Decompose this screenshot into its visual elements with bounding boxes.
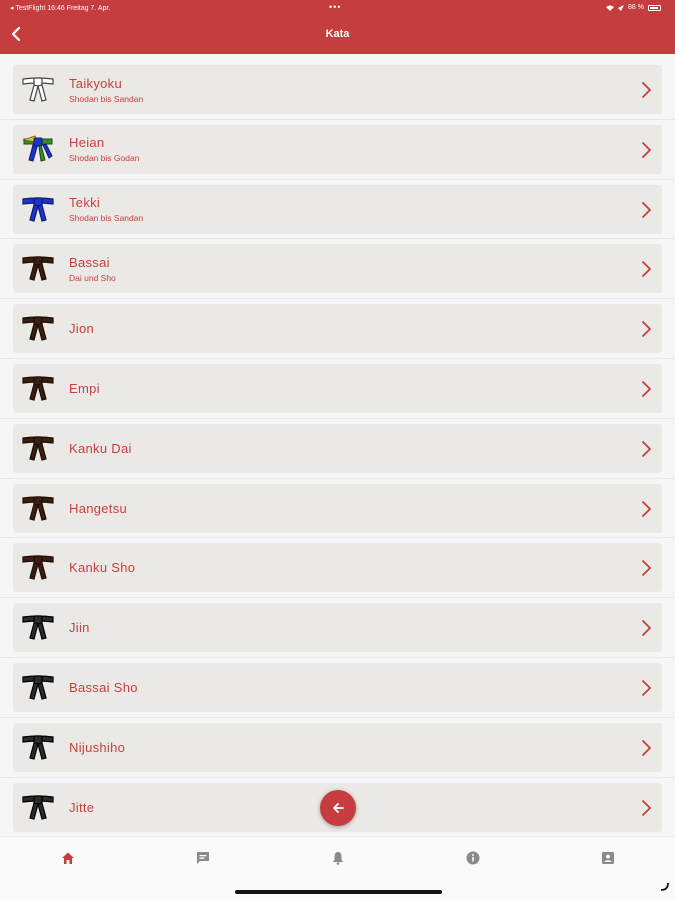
chevron-right-icon <box>640 141 652 159</box>
belt-icon <box>21 372 55 404</box>
kata-subtitle: Shodan bis Sandan <box>69 213 144 224</box>
status-bar <box>0 0 675 16</box>
kata-labels <box>69 603 90 652</box>
belt-icon <box>21 133 55 165</box>
wifi-icon <box>606 5 614 11</box>
belt-icon <box>21 671 55 703</box>
list-item <box>0 299 675 359</box>
chevron-right-icon <box>640 440 652 458</box>
kata-name: Jiin <box>69 620 90 636</box>
kata-card[interactable] <box>13 723 662 772</box>
list-item <box>0 180 675 240</box>
kata-card[interactable] <box>13 244 662 293</box>
kata-labels <box>69 663 138 712</box>
chevron-right-icon <box>640 619 652 637</box>
app-header <box>0 0 675 54</box>
tab-messages[interactable] <box>188 851 218 875</box>
list-item <box>0 419 675 479</box>
info-icon <box>466 851 480 865</box>
chevron-right-icon <box>640 739 652 757</box>
back-fab-button[interactable] <box>320 790 356 826</box>
kata-name: Kanku Dai <box>69 440 132 456</box>
belt-icon <box>21 492 55 524</box>
chevron-right-icon <box>640 260 652 278</box>
kata-name: Taikyoku <box>69 75 122 91</box>
chevron-right-icon <box>640 380 652 398</box>
chevron-right-icon <box>640 679 652 697</box>
kata-card[interactable] <box>13 185 662 234</box>
kata-labels <box>69 484 127 533</box>
kata-labels <box>69 364 100 413</box>
tab-profile[interactable] <box>593 851 623 875</box>
list-item <box>0 538 675 598</box>
tab-info[interactable] <box>458 851 488 875</box>
kata-name: Kanku Sho <box>69 560 136 576</box>
list-item <box>0 60 675 120</box>
list-item <box>0 359 675 419</box>
corner-mark <box>660 882 670 892</box>
battery-icon <box>648 5 661 11</box>
list-item <box>0 718 675 778</box>
belt-icon <box>21 432 55 464</box>
tab-home[interactable] <box>53 851 83 875</box>
kata-name: Heian <box>69 135 105 151</box>
list-item <box>0 479 675 539</box>
kata-name: Nijushiho <box>69 739 126 755</box>
chevron-right-icon <box>640 559 652 577</box>
kata-labels <box>69 65 143 114</box>
belt-icon <box>21 193 55 225</box>
belt-icon <box>21 611 55 643</box>
home-icon <box>61 851 75 865</box>
location-icon <box>618 5 624 11</box>
kata-labels <box>69 723 125 772</box>
page-title: Kata <box>325 28 350 40</box>
kata-labels <box>69 125 139 174</box>
kata-name: Empi <box>69 380 100 396</box>
status-right <box>606 4 661 11</box>
kata-card[interactable] <box>13 424 662 473</box>
kata-card[interactable] <box>13 364 662 413</box>
chevron-right-icon <box>640 201 652 219</box>
kata-card[interactable] <box>13 304 662 353</box>
kata-name: Jion <box>69 321 95 337</box>
bell-icon <box>331 851 345 865</box>
tab-notifications[interactable] <box>323 851 353 875</box>
home-indicator <box>235 890 442 894</box>
kata-card[interactable] <box>13 125 662 174</box>
belt-icon <box>21 731 55 763</box>
kata-labels <box>69 543 135 592</box>
kata-name: Bassai <box>69 254 110 270</box>
kata-labels <box>69 424 132 473</box>
kata-subtitle: Dai und Sho <box>69 272 116 283</box>
belt-icon <box>21 791 55 823</box>
chat-icon <box>196 851 210 865</box>
chevron-right-icon <box>640 81 652 99</box>
kata-card[interactable] <box>13 65 662 114</box>
chevron-right-icon <box>640 320 652 338</box>
list-item <box>0 239 675 299</box>
belt-icon <box>21 312 55 344</box>
status-left: ◂ TestFlight 16:46 Freitag 7. Apr. <box>10 5 111 12</box>
contact-icon <box>601 851 615 865</box>
kata-card[interactable] <box>13 484 662 533</box>
kata-labels <box>69 783 94 832</box>
kata-list <box>0 60 675 837</box>
kata-name: Jitte <box>69 799 95 815</box>
kata-card[interactable] <box>13 603 662 652</box>
kata-name: Bassai Sho <box>69 679 138 695</box>
kata-subtitle: Shodan bis Godan <box>69 153 140 164</box>
multitask-dots[interactable]: ••• <box>329 2 342 12</box>
belt-icon <box>21 551 55 583</box>
kata-labels <box>69 185 143 234</box>
chevron-right-icon <box>640 799 652 817</box>
list-item <box>0 658 675 718</box>
kata-name: Tekki <box>69 195 101 211</box>
kata-name: Hangetsu <box>69 500 128 516</box>
list-item <box>0 598 675 658</box>
kata-card[interactable] <box>13 663 662 712</box>
kata-labels <box>69 244 116 293</box>
belt-icon <box>21 252 55 284</box>
battery-percent: 88 % <box>628 4 644 11</box>
list-item <box>0 120 675 180</box>
belt-icon <box>21 73 55 105</box>
arrow-left-icon <box>332 802 344 814</box>
kata-card[interactable] <box>13 543 662 592</box>
chevron-right-icon <box>640 500 652 518</box>
kata-subtitle: Shodan bis Sandan <box>69 93 144 104</box>
kata-labels <box>69 304 94 353</box>
